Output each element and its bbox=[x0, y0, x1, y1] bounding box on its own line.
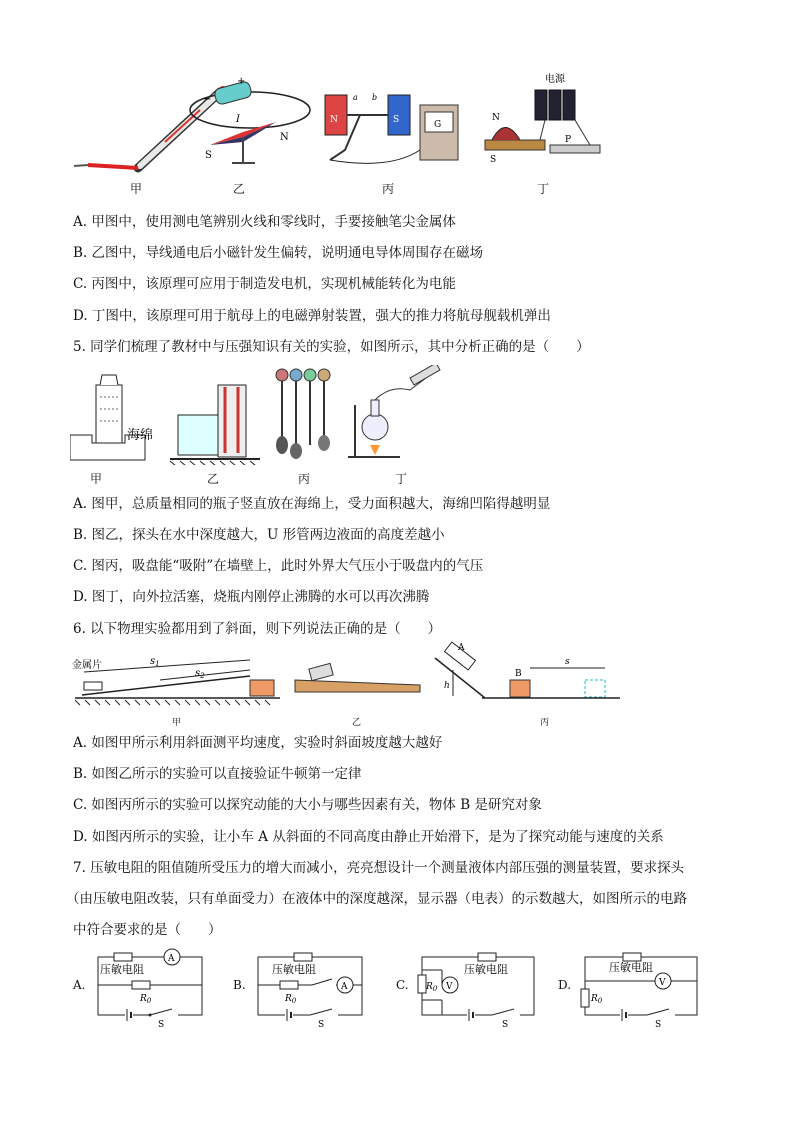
svg-text:S: S bbox=[502, 1020, 509, 1030]
svg-text:a: a bbox=[353, 93, 358, 102]
q6-caption-jia: 甲 bbox=[172, 718, 182, 728]
q7-stem-line3: 中符合要求的是（ ） bbox=[73, 922, 222, 938]
q5-option-d[interactable]: D. 图丁，向外拉活塞，烧瓶内刚停止沸腾的水可以再次沸腾 bbox=[73, 589, 430, 605]
svg-text:电源: 电源 bbox=[545, 74, 565, 85]
q5-caption-ding: 丁 bbox=[395, 472, 408, 486]
svg-text:压敏电阻: 压敏电阻 bbox=[464, 963, 508, 976]
q7-stem-line1: 7. 压敏电阻的阻值随所受压力的增大而减小，亮亮想设计一个测量液体内部压强的测量装置，要求探头 bbox=[73, 860, 685, 876]
q7-stem-line2: （由压敏电阻改装，只有单面受力）在液体中的深度越深，显示器（电表）的示数越大，如图所示的电路 bbox=[66, 891, 687, 907]
q7-circuit-d-label[interactable]: D. bbox=[558, 978, 572, 992]
svg-text:A: A bbox=[168, 954, 175, 964]
q4-caption-yi: 乙 bbox=[233, 182, 246, 196]
q4-option-c[interactable]: C. 丙图中，该原理可应用于制造发电机，实现机械能转化为电能 bbox=[73, 276, 456, 292]
incline-kinetic-figure bbox=[435, 642, 620, 698]
q6-stem: 6. 以下物理实验都用到了斜面，则下列说法正确的是（ ） bbox=[73, 621, 442, 637]
q5-stem: 5. 同学们梳理了教材中与压强知识有关的实验，如图所示，其中分析正确的是（ ） bbox=[73, 339, 590, 355]
svg-text:S: S bbox=[393, 115, 400, 125]
q6-option-a[interactable]: A. 如图甲所示利用斜面测平均速度，实验时斜面坡度越大越好 bbox=[73, 735, 443, 751]
svg-text:R0: $R_0$ bbox=[426, 982, 438, 993]
q5-option-b[interactable]: B. 图乙，探头在水中深度越大，U 形管两边液面的高度差越小 bbox=[73, 527, 445, 543]
svg-text:S: S bbox=[318, 1020, 325, 1030]
generator-figure bbox=[325, 93, 458, 163]
svg-text:压敏电阻: 压敏电阻 bbox=[272, 963, 316, 976]
svg-text:s1: $s_1$ bbox=[150, 656, 160, 668]
q5-option-c[interactable]: C. 图丙，吸盘能“吸附”在墙壁上，此时外界大气压小于吸盘内的气压 bbox=[73, 558, 484, 574]
q5-caption-jia: 甲 bbox=[90, 472, 103, 486]
q6-caption-bing: 丙 bbox=[540, 718, 550, 728]
pressure-gauge-figure bbox=[170, 385, 260, 465]
svg-text:V: V bbox=[446, 982, 453, 992]
q7-circuit-c-label[interactable]: C. bbox=[396, 978, 409, 992]
q4-option-b[interactable]: B. 乙图中，导线通电后小磁针发生偏转，说明通电导体周围存在磁场 bbox=[73, 245, 484, 261]
svg-text:G: G bbox=[434, 120, 442, 130]
svg-text:R0: $R_0$ bbox=[285, 994, 297, 1005]
svg-text:海绵: 海绵 bbox=[127, 428, 154, 443]
q6-figures bbox=[70, 640, 630, 708]
q7-circuit-a-label[interactable]: A. bbox=[73, 978, 86, 992]
svg-text:s: s bbox=[565, 657, 570, 667]
q4-caption-ding: 丁 bbox=[537, 182, 550, 196]
q7-circuit-a[interactable] bbox=[90, 945, 215, 1030]
svg-text:I: I bbox=[236, 114, 240, 125]
q7-circuit-b[interactable] bbox=[250, 945, 375, 1030]
q6-option-c[interactable]: C. 如图丙所示的实验可以探究动能的大小与哪些因素有关，物体 B 是研究对象 bbox=[73, 797, 542, 813]
motor-figure bbox=[485, 72, 600, 165]
svg-text:S: S bbox=[205, 150, 212, 161]
svg-text:S: S bbox=[490, 155, 497, 165]
svg-text:N: N bbox=[330, 115, 338, 125]
bottle-sponge-figure bbox=[70, 375, 153, 460]
svg-text:P: P bbox=[565, 135, 572, 145]
svg-text:B: B bbox=[515, 669, 522, 679]
q6-caption-yi: 乙 bbox=[352, 718, 362, 728]
q4-figures bbox=[60, 70, 620, 200]
svg-text:A: A bbox=[458, 643, 465, 653]
q7-circuit-d[interactable] bbox=[575, 945, 705, 1030]
svg-text:压敏电阻: 压敏电阻 bbox=[100, 963, 144, 976]
svg-text:−: − bbox=[203, 94, 212, 105]
svg-text:R0: $R_0$ bbox=[140, 994, 152, 1005]
svg-text:S: S bbox=[655, 1020, 662, 1030]
svg-text:N: N bbox=[280, 132, 289, 143]
q5-option-a[interactable]: A. 图甲，总质量相同的瓶子竖直放在海绵上，受力面积越大，海绵凹陷得越明显 bbox=[73, 496, 551, 512]
svg-text:A: A bbox=[341, 982, 348, 992]
q5-figures bbox=[70, 365, 470, 465]
svg-text:N: N bbox=[492, 113, 500, 123]
svg-text:金属片: 金属片 bbox=[72, 660, 102, 671]
q5-caption-yi: 乙 bbox=[207, 472, 220, 486]
svg-text:+: + bbox=[237, 76, 246, 87]
svg-text:S: S bbox=[158, 1020, 165, 1030]
q4-option-a[interactable]: A. 甲图中，使用测电笔辨别火线和零线时，手要接触笔尖金属体 bbox=[73, 214, 456, 230]
svg-text:h: h bbox=[444, 681, 450, 691]
suction-cup-figure bbox=[276, 369, 330, 459]
q7-circuit-b-label[interactable]: B. bbox=[233, 978, 246, 992]
q6-option-b[interactable]: B. 如图乙所示的实验可以直接验证牛顿第一定律 bbox=[73, 766, 362, 782]
incline-speed-figure bbox=[72, 656, 280, 705]
q7-circuit-c[interactable] bbox=[412, 945, 542, 1030]
svg-text:压敏电阻: 压敏电阻 bbox=[609, 961, 653, 974]
incline-newton-figure bbox=[295, 663, 420, 692]
wire-compass-figure bbox=[190, 76, 310, 163]
q4-caption-jia: 甲 bbox=[130, 182, 143, 196]
q5-caption-bing: 丙 bbox=[298, 472, 311, 486]
svg-text:V: V bbox=[659, 978, 666, 988]
svg-text:b: b bbox=[372, 93, 378, 102]
q4-caption-bing: 丙 bbox=[382, 182, 395, 196]
svg-text:s2: $s_2$ bbox=[195, 668, 205, 680]
svg-text:R0: $R_0$ bbox=[591, 994, 603, 1005]
flask-syringe-figure bbox=[348, 365, 440, 457]
q6-option-d[interactable]: D. 如图丙所示的实验，让小车 A 从斜面的不同高度由静止开始滑下，是为了探究动能与速度的关系 bbox=[73, 829, 664, 845]
q4-option-d[interactable]: D. 丁图中，该原理可用于航母上的电磁弹射装置，强大的推力将航母舰载机弹出 bbox=[73, 308, 551, 324]
